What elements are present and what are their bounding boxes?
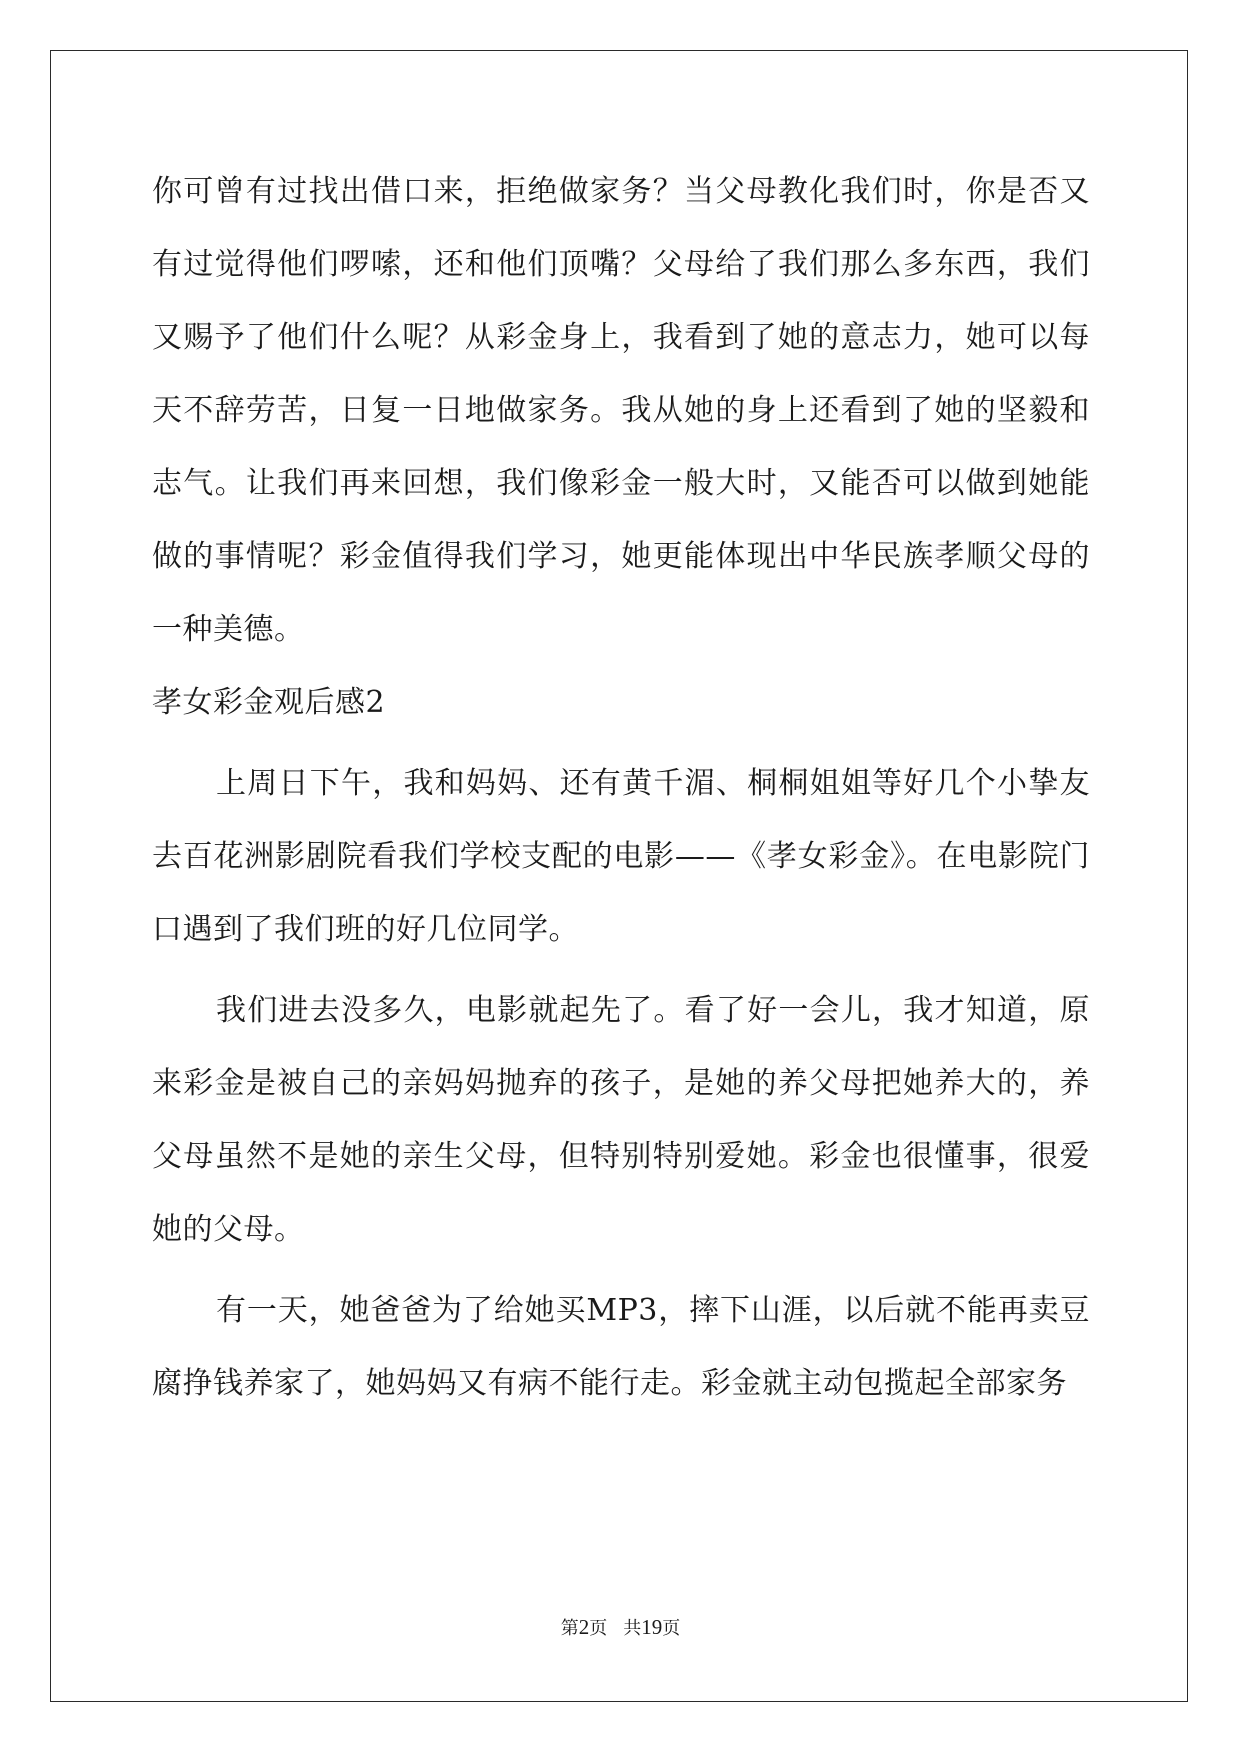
footer-total-prefix: 共 <box>623 1618 642 1639</box>
paragraph: 我们进去没多久，电影就起先了。看了好一会儿，我才知道，原来彩金是被自己的亲妈妈抛弃的孩子，是她的养父母把她养大的，养父母虽然不是她的亲生父母，但特别特别爱她。彩金也很懂事，很爱她的父母。 <box>152 993 1090 1247</box>
current-page-number: 2 <box>578 1615 590 1639</box>
document-body <box>152 155 1090 1420</box>
paragraph: 上周日下午，我和妈妈、还有黄千湄、桐桐姐姐等好几个小挚友去百花洲影剧院看我们学校支配的电影——《孝女彩金》。在电影院门口遇到了我们班的好几位同学。 <box>152 766 1090 947</box>
section-heading: 孝女彩金观后感2 <box>152 685 386 720</box>
total-page-count: 19 <box>641 1615 663 1639</box>
paragraph-continuation: 你可曾有过找出借口来，拒绝做家务？当父母教化我们时，你是否又有过觉得他们啰嗦，还和他们顶嘴？父母给了我们那么多东西，我们又赐予了他们什么呢？从彩金身上，我看到了她的意志力，她可以每天不辞劳苦，日复一日地做家务。我从她的身上还看到了她的坚毅和志气。让我们再来回想，我们像彩金一般大时，又能否可以做到她能做的事情呢？彩金值得我们学习，她更能体现出中华民族孝顺父母的一种美德。 <box>152 174 1090 647</box>
page-footer <box>0 1614 1241 1640</box>
footer-prefix: 第 <box>560 1618 579 1639</box>
paragraph: 有一天，她爸爸为了给她买MP3，摔下山涯，以后就不能再卖豆腐挣钱养家了，她妈妈又有病不能行走。彩金就主动包揽起全部家务 <box>152 1293 1090 1401</box>
footer-total-suffix: 页 <box>662 1618 681 1639</box>
footer-page-suffix: 页 <box>589 1618 608 1639</box>
